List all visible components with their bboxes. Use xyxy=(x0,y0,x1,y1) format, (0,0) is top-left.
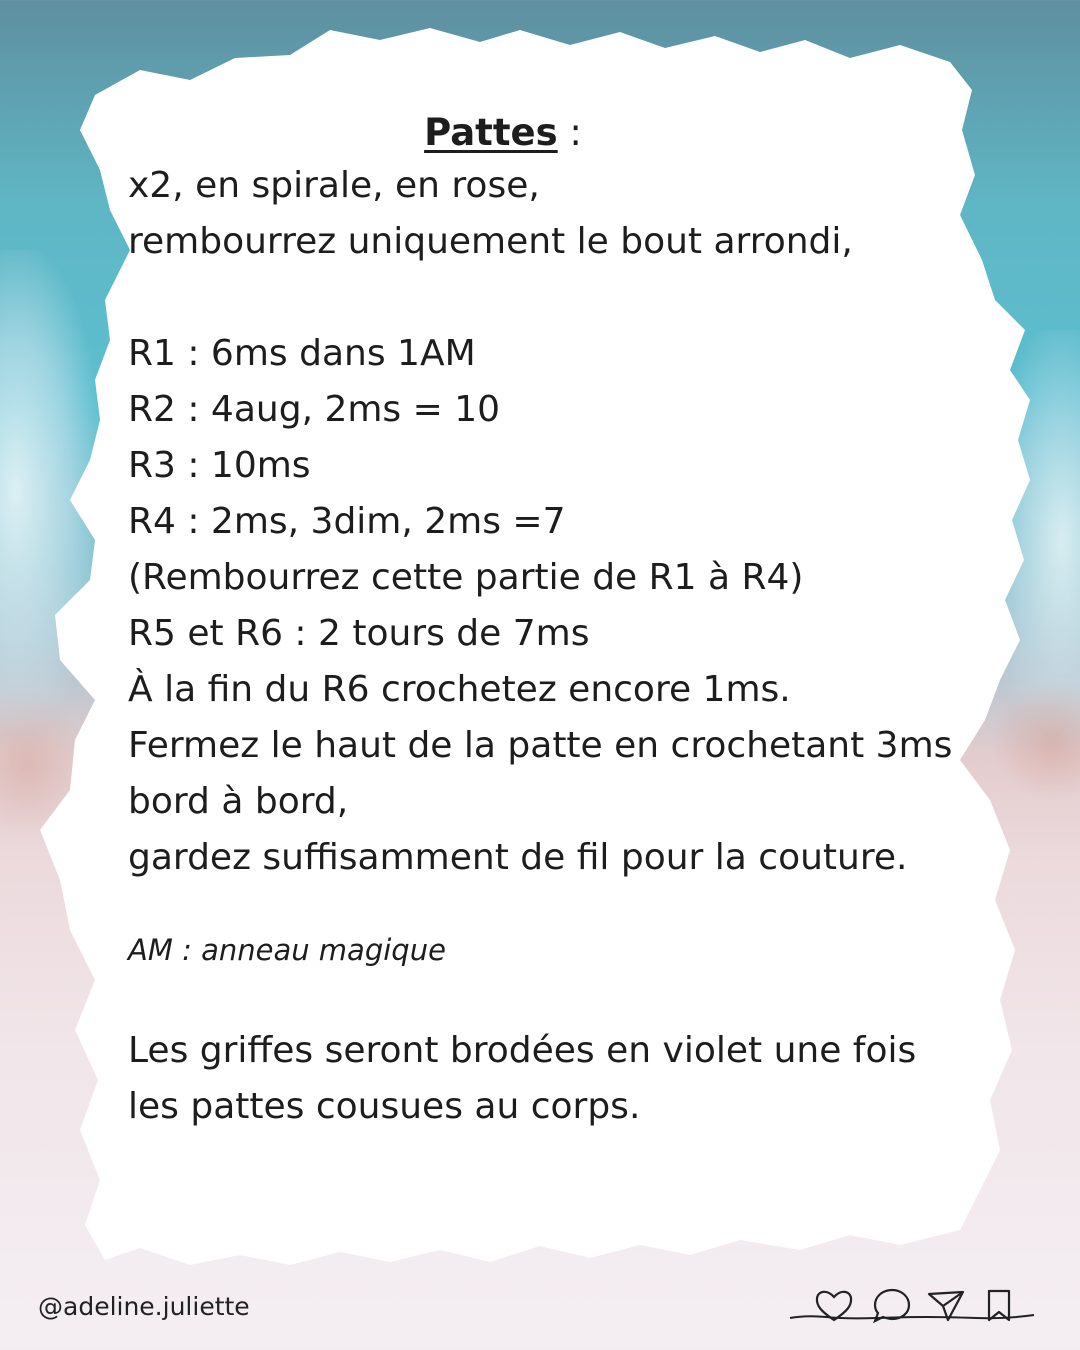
section-title: Pattes xyxy=(424,111,558,154)
post-actions xyxy=(786,1282,1042,1332)
bookmark-icon[interactable] xyxy=(982,1286,1016,1326)
row-instruction: R2 : 4aug, 2ms = 10 xyxy=(128,389,501,430)
row-instruction: R3 : 10ms xyxy=(128,445,311,486)
row-instruction: R4 : 2ms, 3dim, 2ms =7 xyxy=(128,501,566,542)
closing-note xyxy=(128,1023,998,1135)
row-instruction: Fermez le haut de la patte en crochetant 3ms xyxy=(128,725,953,766)
abbreviation-note: AM : anneau magique xyxy=(128,933,446,967)
row-instruction: R5 et R6 : 2 tours de 7ms xyxy=(128,613,590,654)
row-instruction: (Rembourrez cette partie de R1 à R4) xyxy=(128,557,804,598)
section-heading xyxy=(128,108,878,158)
send-icon[interactable] xyxy=(924,1286,968,1326)
intro-line: x2, en spirale, en rose, xyxy=(128,165,540,206)
section-title-colon: : xyxy=(557,111,582,154)
closing-line: les pattes cousues au corps. xyxy=(128,1086,641,1127)
closing-line: Les griffes seront brodées en violet une fois xyxy=(128,1030,917,1071)
blank-line xyxy=(128,270,998,326)
comment-icon[interactable] xyxy=(870,1286,914,1326)
row-instruction: À la fin du R6 crochetez encore 1ms. xyxy=(128,669,791,710)
heart-icon[interactable] xyxy=(812,1286,856,1326)
pattern-instructions xyxy=(128,108,998,1135)
account-handle[interactable]: @adeline.juliette xyxy=(38,1292,250,1321)
row-instruction: R1 : 6ms dans 1AM xyxy=(128,333,476,374)
row-instruction: bord à bord, xyxy=(128,781,349,822)
intro-line: rembourrez uniquement le bout arrondi, xyxy=(128,221,853,262)
row-instruction: gardez suffisamment de fil pour la couture. xyxy=(128,837,908,878)
